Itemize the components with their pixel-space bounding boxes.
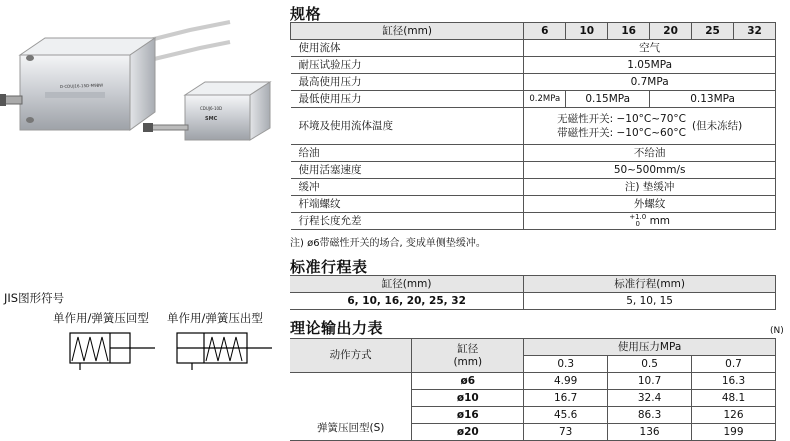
spec-header-row xyxy=(291,23,776,40)
force-cell: 16.3 xyxy=(692,373,776,390)
force-cell: 199 xyxy=(692,424,776,441)
temperature-line2: 带磁性开关: −10°C~60°C xyxy=(557,127,686,139)
cushion-value: 注) 垫缓冲 xyxy=(524,179,776,196)
force-cell: 136 xyxy=(608,424,692,441)
spec-title: 规格 xyxy=(290,5,322,23)
stroke-tol-sub: 0 xyxy=(635,219,640,228)
pressure-0-3: 0.3 xyxy=(524,356,608,373)
force-cell: 48.1 xyxy=(692,390,776,407)
stroke-col-stroke: 标准行程(mm) xyxy=(524,276,776,293)
rod-thread-value: 外螺纹 xyxy=(524,196,776,213)
stroke-values: 5, 10, 15 xyxy=(524,293,776,310)
lubrication-value: 不给油 xyxy=(524,145,776,162)
force-cell: 32.4 xyxy=(608,390,692,407)
col-bore xyxy=(412,339,524,373)
min-pressure-10-16: 0.15MPa xyxy=(566,91,650,108)
output-unit: (N) xyxy=(770,326,784,336)
brand-marking: SMC xyxy=(205,116,218,122)
lubrication-label: 给油 xyxy=(291,145,524,162)
bore-cell: ø10 xyxy=(412,390,524,407)
proof-label: 耐压试验压力 xyxy=(291,57,524,74)
max-pressure-value: 0.7MPa xyxy=(524,74,776,91)
force-cell: 10.7 xyxy=(608,373,692,390)
bore-cell: ø20 xyxy=(412,424,524,441)
proof-value: 1.05MPa xyxy=(524,57,776,74)
temperature-line1: 无磁性开关: −10°C~70°C xyxy=(557,113,686,125)
fluid-label: 使用流体 xyxy=(291,40,524,57)
rod-thread-label: 杆端螺纹 xyxy=(291,196,524,213)
force-cell: 73 xyxy=(524,424,608,441)
stroke-tol-unit: mm xyxy=(649,214,671,227)
stroke-tol-sup: +1.0 xyxy=(629,212,647,221)
jis-title: JIS图形符号 xyxy=(4,291,65,305)
speed-value: 50~500mm/s xyxy=(524,162,776,179)
cushion-label: 缓冲 xyxy=(291,179,524,196)
bore-cell: ø16 xyxy=(412,407,524,424)
bore-header: 缸径(mm) xyxy=(291,23,524,40)
spec-footnote: 注) ø6带磁性开关的场合, 变成单侧垫缓冲。 xyxy=(290,238,486,249)
pressure-0-5: 0.5 xyxy=(608,356,692,373)
spring-return-symbol xyxy=(60,325,160,370)
force-cell: 45.6 xyxy=(524,407,608,424)
size-10: 10 xyxy=(566,23,608,40)
force-cell: 16.7 xyxy=(524,390,608,407)
size-20: 20 xyxy=(650,23,692,40)
size-32: 32 xyxy=(734,23,776,40)
force-cell: 4.99 xyxy=(524,373,608,390)
col-bore-label: 缸径 xyxy=(457,342,479,355)
pressure-0-7: 0.7 xyxy=(692,356,776,373)
spec-table xyxy=(290,22,776,230)
table-row xyxy=(290,373,776,390)
max-pressure-label: 最高使用压力 xyxy=(291,74,524,91)
size-16: 16 xyxy=(608,23,650,40)
temperature-value xyxy=(524,108,776,145)
stroke-bores: 6, 10, 16, 20, 25, 32 xyxy=(290,293,524,310)
product-photo xyxy=(0,0,300,150)
stroke-title: 标准行程表 xyxy=(290,258,368,276)
stroke-tol-value xyxy=(524,213,776,230)
min-pressure-20-32: 0.13MPa xyxy=(650,91,776,108)
stroke-tol-label: 行程长度允差 xyxy=(291,213,524,230)
size-6: 6 xyxy=(524,23,566,40)
stroke-col-bore: 缸径(mm) xyxy=(290,276,524,293)
force-cell: 86.3 xyxy=(608,407,692,424)
action-type: 弹簧压回型(S) xyxy=(290,373,412,441)
size-25: 25 xyxy=(692,23,734,40)
min-pressure-6: 0.2MPa xyxy=(524,91,566,108)
cylinder-marking-large: D-CDUJ16-15D-M9BW xyxy=(59,82,104,89)
temperature-note: (但未冻结) xyxy=(691,119,743,132)
temperature-label: 环境及使用流体温度 xyxy=(291,108,524,145)
bore-cell: ø6 xyxy=(412,373,524,390)
speed-label: 使用活塞速度 xyxy=(291,162,524,179)
output-title: 理论输出力表 xyxy=(290,319,384,337)
min-pressure-label: 最低使用压力 xyxy=(291,91,524,108)
force-cell: 126 xyxy=(692,407,776,424)
spring-extend-symbol xyxy=(172,325,282,370)
col-action: 动作方式 xyxy=(290,339,412,373)
col-bore-unit: (mm) xyxy=(453,355,483,368)
symbol-label-spring-extend: 单作用/弹簧压出型 xyxy=(167,311,263,325)
stroke-table xyxy=(290,275,776,310)
fluid-value: 空气 xyxy=(524,40,776,57)
col-pressure: 使用压力MPa xyxy=(524,339,776,356)
cylinder-marking-small: CDUJ6-10D xyxy=(200,106,223,111)
output-table xyxy=(290,338,776,441)
symbol-label-spring-return: 单作用/弹簧压回型 xyxy=(53,311,149,325)
